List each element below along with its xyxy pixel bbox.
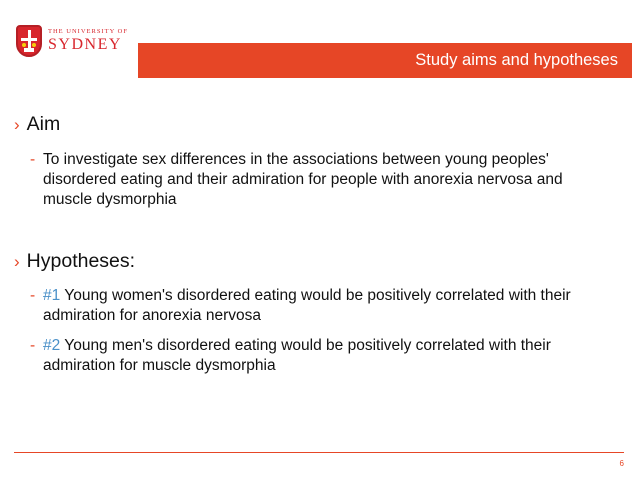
dash-icon: -: [30, 151, 36, 168]
hypothesis-2-body: Young men's disordered eating would be positively correlated with their admiration for muscle dysmorphia: [43, 337, 551, 374]
hypothesis-1-tag: #1: [43, 287, 61, 304]
dash-icon: -: [30, 287, 36, 304]
hypothesis-1-body: Young women's disordered eating would be positively correlated with their admiration for anorexia nervosa: [43, 287, 571, 324]
university-logo: [16, 22, 128, 60]
section-heading-hypotheses: [14, 250, 135, 273]
section-heading-label: Hypotheses:: [26, 250, 136, 272]
footer-divider: [14, 452, 624, 453]
hypothesis-1-bullet: [30, 286, 620, 328]
hypothesis-2-bullet: [30, 336, 620, 378]
hypothesis-2-tag: #2: [43, 337, 61, 354]
logo-small-text: THE UNIVERSITY OF: [48, 27, 128, 35]
hypothesis-2-text: [43, 336, 613, 376]
title-bar: [138, 43, 632, 78]
page-number: 6: [619, 459, 624, 468]
chevron-right-icon: ›: [14, 252, 20, 271]
dash-icon: -: [30, 337, 36, 354]
logo-big-text: SYDNEY: [48, 36, 122, 54]
aim-bullet-text: To investigate sex differences in the associations between young peoples' disordered eating and their admiration for people with anorexia nervosa and muscle dysmorphia: [43, 151, 563, 208]
chevron-right-icon: ›: [14, 115, 20, 134]
slide-header: [0, 0, 638, 82]
slide-title: Study aims and hypotheses: [415, 51, 618, 69]
hypothesis-1-text: [43, 286, 613, 326]
aim-bullet: [30, 150, 620, 212]
crest-icon: [16, 25, 42, 57]
logo-wordmark: [48, 29, 128, 54]
section-heading-aim: [14, 113, 60, 136]
section-heading-label: Aim: [26, 113, 61, 135]
